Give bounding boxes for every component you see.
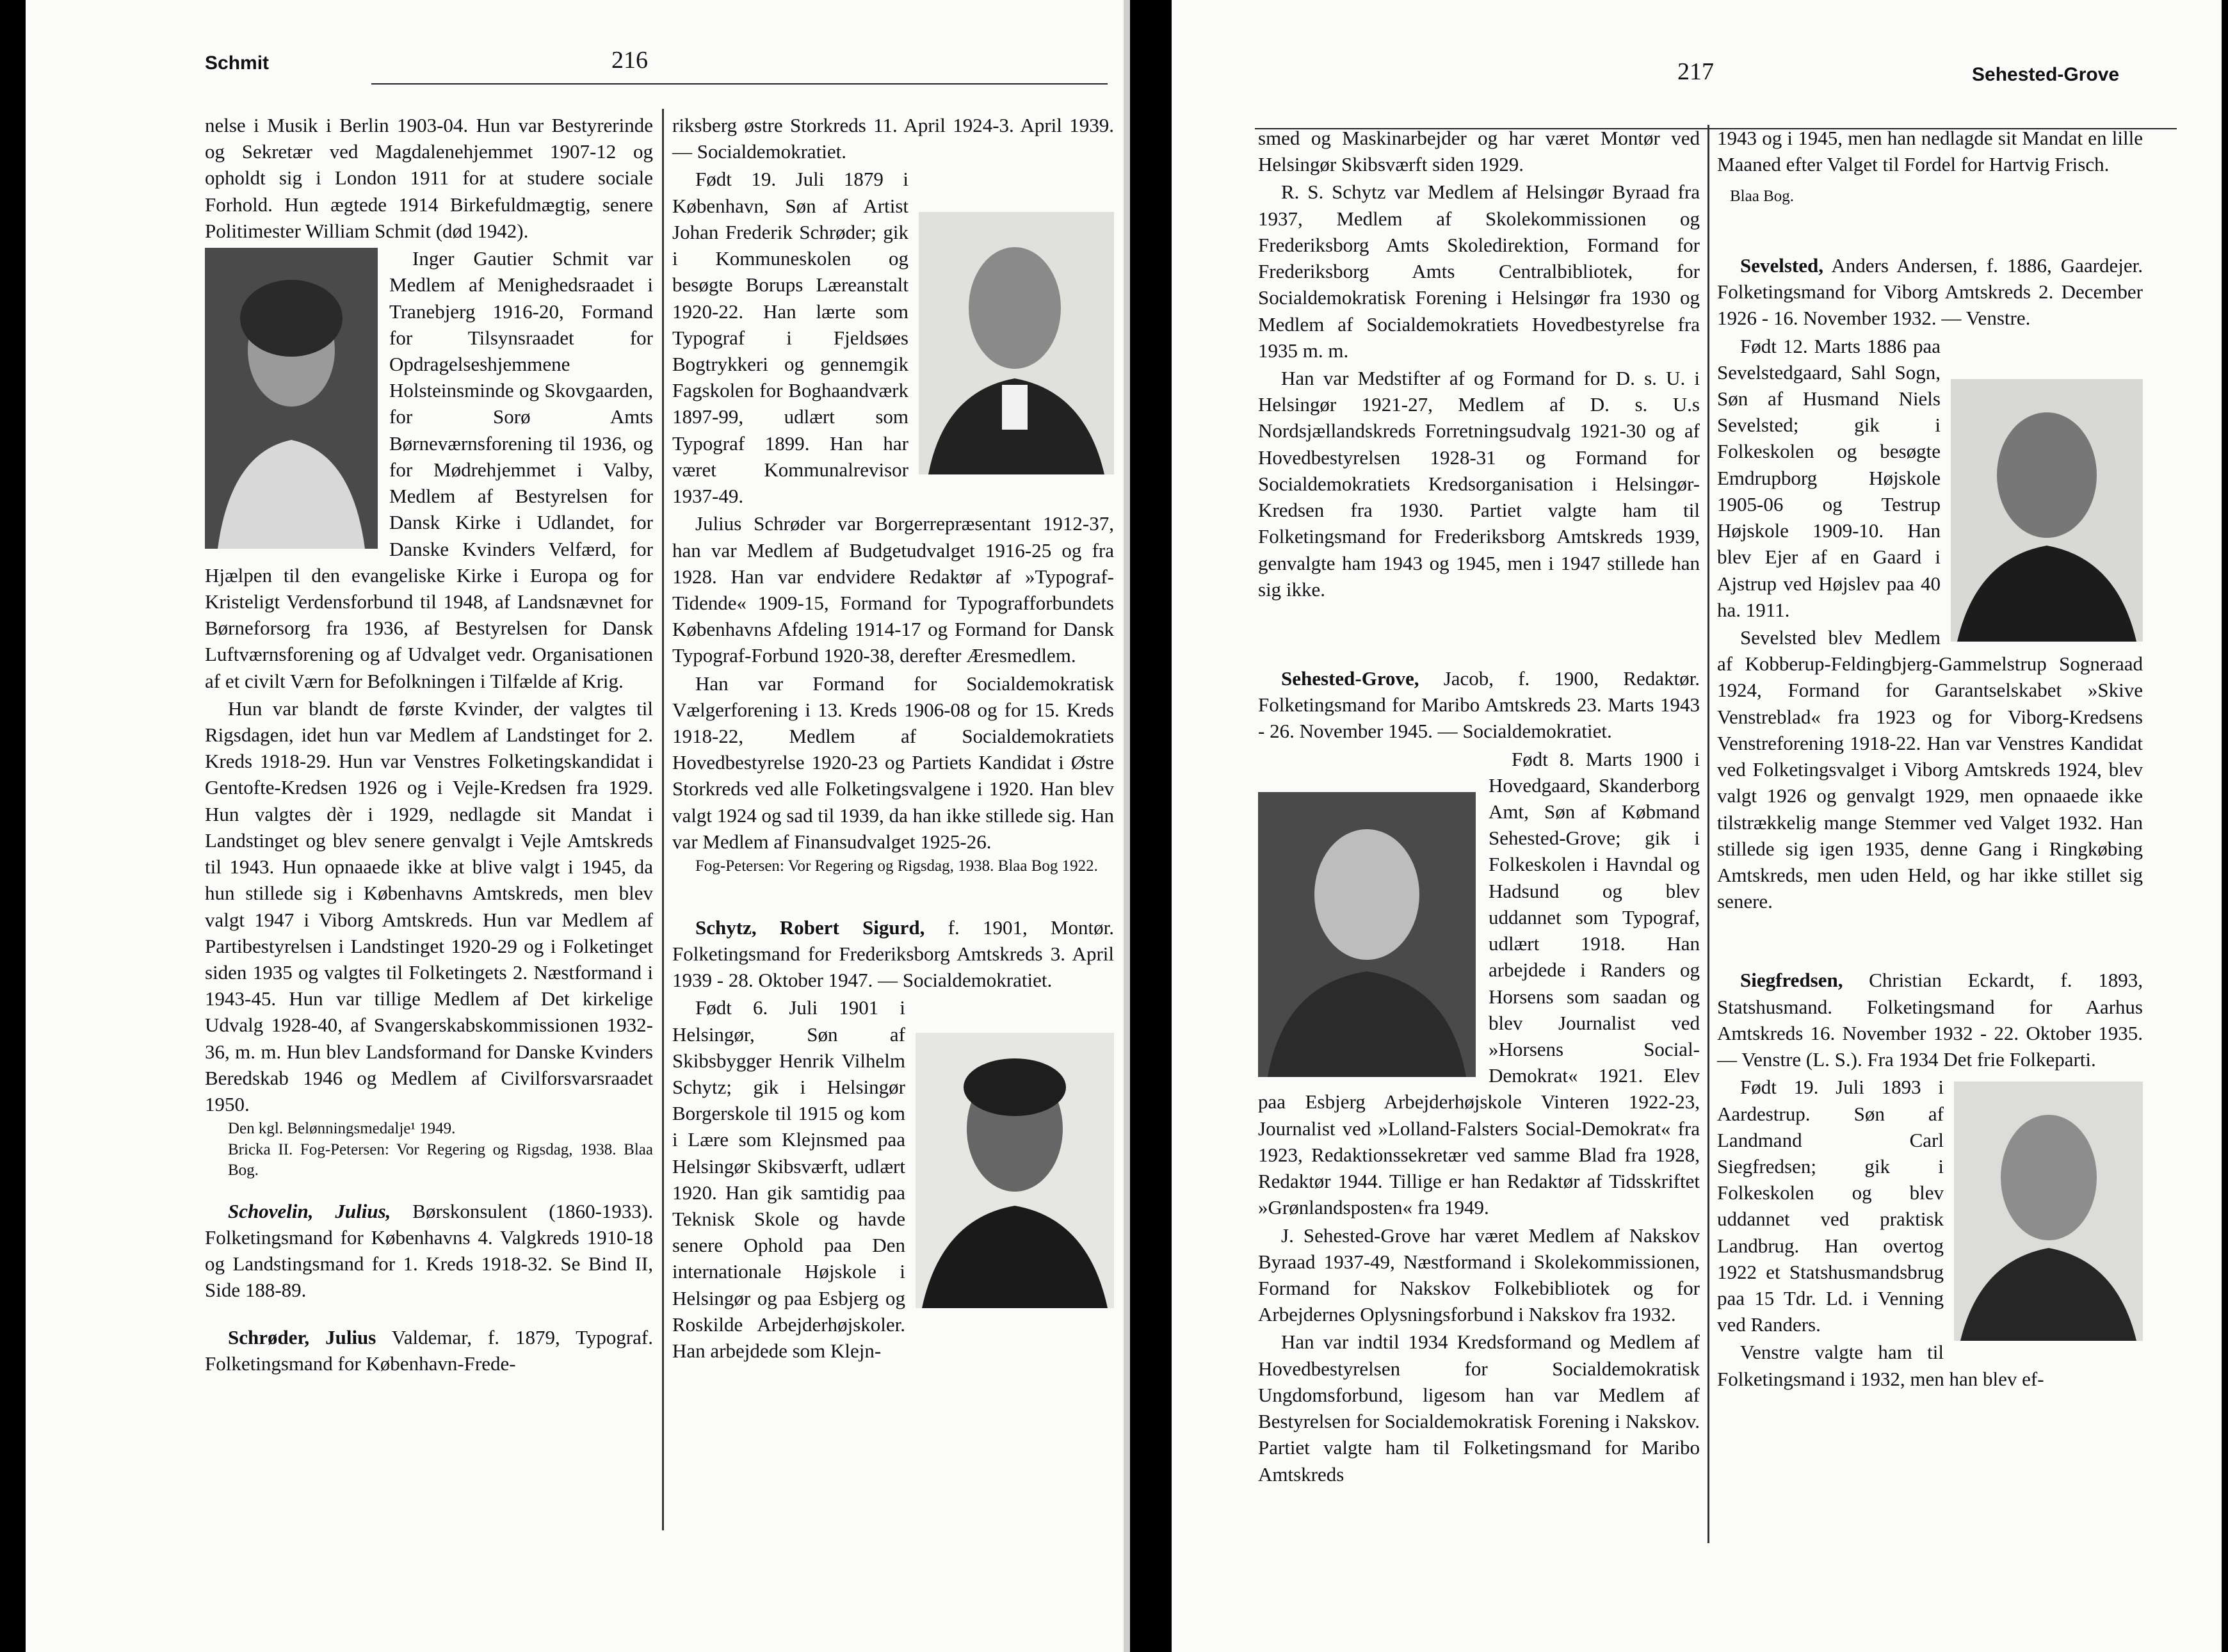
entry-heading: Schrøder, Julius [228,1325,376,1348]
portrait-icon [205,248,378,549]
column-divider [1707,125,1709,1543]
entry-heading: Sehested-Grove, [1281,667,1419,690]
running-head [1172,58,2222,102]
entry-schroder: Schrøder, Julius Valdemar, f. 1879, Typograf. Folketingsmand for København-Frede- [205,1325,654,1375]
paragraph: 1943 og i 1945, men han nedlagde sit Mandat en lille Maaned efter Valget til Fordel for Hartvig Frisch. [1717,127,2143,176]
entry-heading: Sevelsted, [1740,254,1824,277]
portrait-christian-siegfredsen [1954,1081,2143,1341]
running-head-name: Sehested-Grove [1972,64,2120,85]
page-number: 217 [1677,58,1714,85]
paragraph: smed og Maskinarbejder og har været Montør ved Helsingør Skibsværft siden 1929. [1258,127,1700,176]
entry-heading: Siegfredsen, [1740,969,1843,992]
portrait-icon [1954,1081,2143,1341]
paragraph: Født 19. Juli 1893 i Aardestrup. Søn af Landmand Carl Siegfredsen; gik i Folkeskolen og blev uddannet ved praktisk Landbrug. Han overtog 1922 et Statshusmandsbrug paa 15 Tdr. Ld. i Venning ved Randers. [1717,1076,1944,1336]
portrait-icon [919,212,1114,474]
left-page [26,0,1130,1652]
source-note: Blaa Bog. [1730,188,1794,206]
text-column-2 [672,112,1114,1365]
portrait-anders-sevelsted [1951,379,2143,642]
portrait-icon [1951,379,2143,642]
entry-schovelin: Schovelin, Julius, Børskonsulent (1860-1933). Folketingsmand for Københavns 4. Valgkreds 1910-18 og Landstingsmand for 1. Kreds 1918-32. Se Bind II, Side 188-89. [205,1199,653,1302]
portrait-icon [916,1033,1114,1308]
portrait-robert-sigurd-schytz [916,1033,1114,1308]
paragraph: Født 12. Marts 1886 paa Sevelstedgaard, Sahl Sogn, Søn af Husmand Niels Sevelsted; gik i Folkeskolen og besøgte Emdrupborg Højskole 1905-06 og Testrup Højskole 1909-10. Han blev Ejer af en Gaard i Ajstrup ved Højslev paa 40 ha. 1911. [1717,334,1941,621]
paragraph: Hun var blandt de første Kvinder, der valgtes til Rigsdagen, idet hun var Medlem af Landstinget for 2. Kreds 1918-29. Hun var Venstres Folketingskandidat i Gentofte-Kredsen 1926 og i Vejle-Kredsen fra 1929. Hun valgtes dèr i 1929, nedlagde sit Mandat i Landstinget og blev senere genvalgt i Vejle Amtskreds til 1943. Hun opnaaede ikke at blive valgt i 1945, da hun stillede sig i Københavns Amtskreds, men blev valgt 1947 i Viborg Amtskreds. Hun var Medlem af Partibestyrelsen i Landstinget 1920-29 og i Folketinget siden 1935 og valgtes til Folketingets 2. Næstformand i 1943-45. Hun var tillige Medlem af Det kirkelige Udvalg 1928-40, af Svangerskabskommissionen 1932-36, m. m. Hun blev Landsformand for Danske Kvinders Beredskab 1946 og Medlem af Civilforsvarsraadet 1950. [205,697,653,1116]
entry-siegfredsen: Siegfredsen, Christian Eckardt, f. 1893, Statshusmand. Folketingsmand for Aarhus Amtskreds 16. November 1932 - 22. Oktober 1935. — Venstre (L. S.). Fra 1934 Det frie Folkeparti. [1717,969,2143,1071]
paragraph: Inger Gautier Schmit var Medlem af Menighedsraadet i Tranebjerg 1916-20, Formand for Tilsynsraadet for Opdragelseshjemmene Holsteinsminde og Skovgaarden, for Sorø Amts Børneværnsforening til 1936, og for Mødrehjemmet i Valby, Medlem af Bestyrelsen for Dansk Kirke i Udlandet, for Danske Kvinders Velfærd, for Hjælpen til den evangeliske Kirke i Europa og for Kristeligt Verdensforbund til 1948, af Landsnævnet for Børneforsorg fra 1936, af Bestyrelsen for Dansk Luftværnsforening og af Udvalget vedr. Organisationen af et civilt Værn for Befolkningen i Tilfælde af Krig. [205,247,653,692]
paragraph: R. S. Schytz var Medlem af Helsingør Byraad fra 1937, Medlem af Skolekommissionen og Frederiksborg Amts Skoledirektion, Formand for Frederiksborg Amts Centralbibliotek, for Socialdemokratisk Forening i Helsingør fra 1930 og Medlem af Socialdemokratiets Hovedbestyrelse fra 1935 m. m. [1258,181,1700,362]
header-rule [371,83,1108,85]
entry-sevelsted: Sevelsted, Anders Andersen, f. 1886, Gaardejer. Folketingsmand for Viborg Amtskreds 2. December 1926 - 16. November 1932. — Venstre. [1717,254,2143,330]
text-column-1 [205,112,653,1378]
text-column-2 [1717,125,2143,1393]
portrait-icon [1258,792,1476,1077]
portrait-inger-gautier-schmit [205,248,378,549]
paragraph: Venstre valgte ham til Folketingsmand i 1932, men han blev ef- [1717,1341,2044,1390]
footnote: Den kgl. Belønningsmedalje¹ 1949. [228,1120,456,1138]
paragraph: Han var Formand for Socialdemokratisk Vælgerforening i 13. Kreds 1906-08 og for 15. Kreds 1918-22, Medlem af Socialdemokratiets Hovedbestyrelse 1920-23 og Partiets Kandidat i Østre Storkreds ved alle Folketingsvalgene i 1920. Han blev valgt 1924 og sad til 1939, da han ikke stillede sig. Han var Medlem af Finansudvalget 1925-26. [672,672,1114,853]
portrait-julius-schroder [919,212,1114,474]
portrait-jacob-sehested-grove [1258,792,1476,1077]
paragraph: nelse i Musik i Berlin 1903-04. Hun var Bestyrerinde og Sekretær ved Magdalenehjemmet 1907-12 og opholdt sig i London 1911 for at studere sociale Forhold. Hun ægtede 1914 Birkefuldmægtig, senere Politimester William Schmit (død 1942). [205,114,653,242]
entry-schytz: Schytz, Robert Sigurd, f. 1901, Montør. Folketingsmand for Frederiksborg Amtskreds 3. April 1939 - 28. Oktober 1947. — Socialdemokratiet. [672,916,1114,992]
page-number: 216 [611,47,648,74]
source-note: Bricka II. Fog-Petersen: Vor Regering og Rigsdag, 1938. Blaa Bog. [228,1140,653,1179]
paragraph: Født 6. Juli 1901 i Helsingør, Søn af Skibsbygger Henrik Vilhelm Schytz; gik i Helsingør Borgerskole til 1915 og kom i Lære som Klejnsmed paa Helsingør Skibsværft, udlært 1920. Han gik samtidig paa Teknisk Skole og havde senere Ophold paa Den internationale Højskole i Helsingør og paa Esbjerg og Roskilde Arbejderhøjskoler. Han arbejdede som Klejn- [672,996,905,1363]
paragraph: Født 8. Marts 1900 i Hovedgaard, Skanderborg Amt, Søn af Købmand Sehested-Grove; gik i Folkeskolen i Havndal og Hadsund og blev uddannet som Typograf, udlært 1918. Han arbejdede i Randers og Horsens som saadan og blev Journalist ved »Horsens Social-Demokrat« 1921. Elev paa Esbjerg Arbejderhøjskole Vinteren 1922-23, Journalist ved »Lolland-Falsters Social-Demokrat« fra 1923, Redaktionssekretær ved samme Blad fra 1928, Redaktør 1944. Tillige er han Redaktør af Tidsskriftet »Grønlandsposten« fra 1949. [1258,747,1700,1219]
paragraph: Han var Medstifter af og Formand for D. s. U. i Helsingør 1921-27, Medlem af D. s. U.s Nordsjællandskreds Forretningsudvalg 1921-30 og af Hovedbestyrelsen 1928-31 og Formand for Socialdemokratiets Kredsorganisation i Helsingør-Kredsen fra 1930. Partiet valgte ham til Folketingsmand for Frederiksborg Amtskreds 1939, genvalgte ham 1943 og 1945, men i 1947 stillede han sig ikke. [1258,366,1700,601]
text-column-1 [1258,125,1700,1489]
running-head-name: Schmit [205,53,270,74]
running-head [26,46,1130,91]
entry-heading: Schytz, Robert Sigurd, [695,916,925,939]
entry-heading: Schovelin, Julius, [228,1199,391,1222]
right-page [1172,0,2222,1652]
paragraph: J. Sehested-Grove har været Medlem af Nakskov Byraad 1937-49, Næstformand i Skolekommissionen, Formand for Nakskov Folkebibliotek og for Arbejdernes Oplysningsforbund i Nakskov fra 1932. [1258,1224,1700,1326]
source-note: Fog-Petersen: Vor Regering og Rigsdag, 1938. Blaa Bog 1922. [695,857,1098,875]
paragraph: Han var indtil 1934 Kredsformand og Medlem af Hovedbestyrelsen for Socialdemokratisk Ungdomsforbund, ligesom han var Medlem af Bestyrelsen for Socialdemokratisk Forening i Nakskov. Partiet valgte ham til Folketingsmand for Maribo Amtskreds [1258,1331,1700,1486]
entry-sehested-grove: Sehested-Grove, Jacob, f. 1900, Redaktør. Folketingsmand for Maribo Amtskreds 23. Marts 1943 - 26. November 1945. — Socialdemokratiet. [1258,667,1700,743]
paragraph: Julius Schrøder var Borgerrepræsentant 1912-37, han var Medlem af Budgetudvalget 1916-25 og fra 1928. Han var endvidere Redaktør af »Typograf-Tidende« 1909-15, Formand for Typografforbundets Københavns Afdeling 1914-17 og Formand for Dansk Typograf-Forbund 1920-38, derefter Æresmedlem. [672,512,1114,667]
paragraph: Sevelsted blev Medlem af Kobberup-Feldingbjerg-Gammelstrup Sogneraad 1924, Formand for Garantselskabet »Skive Venstreblad« fra 1923 og for Viborg-Kredsens Venstreforening 1918-22. Han var Venstres Kandidat ved Folketingsvalget i Viborg Amtskreds 1924, blev valgt 1926 og genvalgt 1929, men opnaaede ikke tilstrækkelig mange Stemmer ved Valget 1932. Han stillede sig igen 1935, denne Gang i Ringkøbing Amtskreds, men uden Held, og har ikke stillet sig senere. [1717,626,2143,913]
paragraph: riksberg østre Storkreds 11. April 1924-3. April 1939. — Socialdemokratiet. [672,114,1114,163]
column-divider [662,109,664,1530]
paragraph: Født 19. Juli 1879 i København, Søn af Artist Johan Frederik Schrøder; gik i Kommuneskolen og besøgte Borups Læreanstalt 1920-22. Han lærte som Typograf i Fjeldsøes Bogtrykkeri og gennemgik Fagskolen for Boghaandværk 1897-99, udlært som Typograf 1899. Han har været Kommunalrevisor 1937-49. [672,168,908,508]
